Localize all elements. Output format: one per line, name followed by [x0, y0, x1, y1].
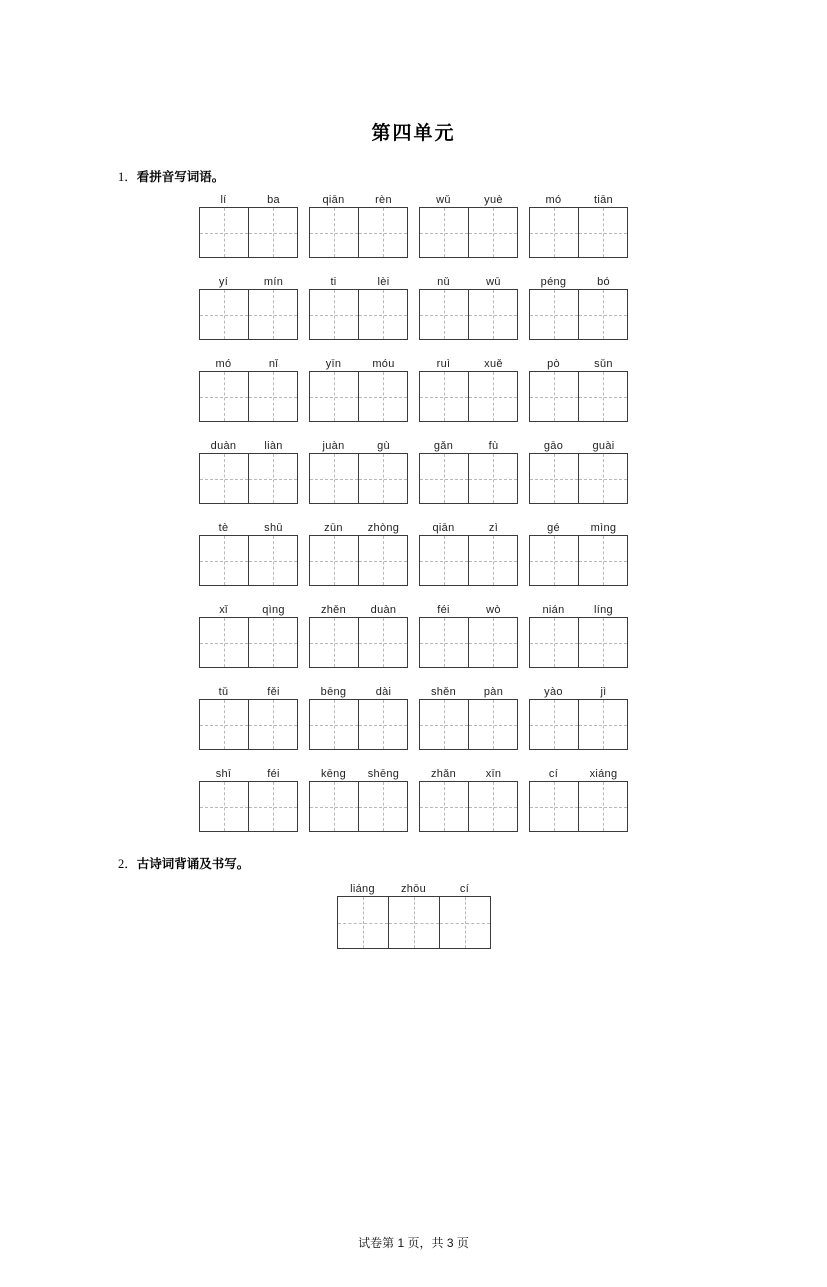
character-grid[interactable]	[199, 699, 298, 750]
character-grid[interactable]	[529, 453, 628, 504]
word-group	[419, 521, 519, 586]
pinyin-line	[529, 685, 629, 699]
pinyin-syllable: mìng	[590, 522, 617, 534]
character-cell[interactable]	[420, 208, 469, 257]
character-grid[interactable]	[199, 371, 298, 422]
pinyin-syllable: xiáng	[589, 768, 618, 780]
page-footer: 试卷第 1 页，共 3 页	[358, 1236, 469, 1250]
character-cell[interactable]	[249, 618, 298, 667]
character-cell[interactable]	[200, 782, 249, 831]
pinyin-line	[309, 685, 409, 699]
word-group	[199, 521, 299, 586]
grid-row	[96, 603, 731, 668]
character-grid[interactable]	[419, 535, 518, 586]
pinyin-line	[419, 521, 519, 535]
pinyin-syllable: gǎn	[433, 440, 454, 452]
pinyin-syllable: féi	[267, 768, 280, 780]
character-cell[interactable]	[530, 782, 579, 831]
pinyin-line	[309, 439, 409, 453]
character-cell[interactable]	[530, 618, 579, 667]
pinyin-syllable: yào	[544, 686, 563, 698]
character-cell[interactable]	[579, 290, 628, 339]
character-cell[interactable]	[530, 700, 579, 749]
pinyin-syllable: qìng	[262, 604, 285, 616]
question-1	[96, 167, 731, 185]
character-cell[interactable]	[249, 454, 298, 503]
pinyin-syllable: nǐ	[268, 358, 279, 370]
character-cell[interactable]	[420, 454, 469, 503]
character-cell[interactable]	[469, 536, 518, 585]
pinyin-syllable: zhěn	[320, 604, 347, 616]
word-group	[199, 603, 299, 668]
character-grid[interactable]	[309, 617, 408, 668]
character-grid[interactable]	[419, 617, 518, 668]
word-group	[529, 521, 629, 586]
pinyin-syllable: wò	[486, 604, 501, 616]
pinyin-syllable: wǔ	[436, 194, 451, 206]
character-cell[interactable]	[200, 290, 249, 339]
character-cell[interactable]	[420, 782, 469, 831]
character-cell[interactable]	[200, 618, 249, 667]
character-cell[interactable]	[359, 454, 408, 503]
pinyin-syllable: bó	[597, 276, 610, 288]
word-group	[309, 357, 409, 422]
grid-row	[96, 193, 731, 258]
character-cell[interactable]	[200, 700, 249, 749]
character-grid[interactable]	[199, 617, 298, 668]
character-grid[interactable]	[199, 535, 298, 586]
character-cell[interactable]	[200, 536, 249, 585]
character-cell[interactable]	[249, 290, 298, 339]
character-cell[interactable]	[338, 897, 389, 948]
character-grid[interactable]	[309, 371, 408, 422]
word-group	[199, 357, 299, 422]
word-group	[337, 882, 491, 949]
question-1-text: 看拼音写词语。	[136, 170, 225, 184]
character-grid[interactable]	[199, 781, 298, 832]
word-group	[529, 193, 629, 258]
word-group	[419, 193, 519, 258]
pinyin-line	[199, 767, 299, 781]
pinyin-line	[309, 603, 409, 617]
pinyin-line	[199, 521, 299, 535]
character-cell[interactable]	[530, 454, 579, 503]
word-group	[309, 275, 409, 340]
grid-row	[96, 439, 731, 504]
pinyin-line	[337, 882, 490, 896]
character-grid[interactable]	[529, 535, 628, 586]
pinyin-syllable: duàn	[370, 604, 397, 616]
word-group	[419, 357, 519, 422]
pinyin-syllable: fù	[488, 440, 499, 452]
pinyin-syllable: mín	[263, 276, 284, 288]
character-cell[interactable]	[200, 454, 249, 503]
character-cell[interactable]	[420, 536, 469, 585]
pinyin-syllable: gé	[547, 522, 560, 534]
character-grid[interactable]	[309, 207, 408, 258]
word-group	[529, 685, 629, 750]
pinyin-syllable: líng	[594, 604, 613, 616]
character-cell[interactable]	[389, 897, 440, 948]
pinyin-syllable: kēng	[320, 768, 347, 780]
character-cell[interactable]	[530, 536, 579, 585]
character-cell[interactable]	[579, 372, 628, 421]
word-group	[199, 193, 299, 258]
character-cell[interactable]	[310, 536, 359, 585]
pinyin-syllable: gù	[377, 440, 390, 452]
pinyin-syllable: zì	[488, 522, 499, 534]
character-grid[interactable]	[199, 289, 298, 340]
pinyin-syllable: xǐ	[219, 604, 228, 616]
pinyin-line	[309, 275, 409, 289]
word-group	[529, 439, 629, 504]
pinyin-syllable: jì	[600, 686, 607, 698]
pinyin-line	[199, 439, 299, 453]
character-grid[interactable]	[419, 371, 518, 422]
pinyin-line	[529, 603, 629, 617]
pinyin-syllable: zhòng	[367, 522, 400, 534]
pinyin-syllable: yuè	[484, 194, 503, 206]
character-cell[interactable]	[530, 290, 579, 339]
character-cell[interactable]	[310, 782, 359, 831]
word-group	[199, 439, 299, 504]
poem-grid-row	[96, 882, 731, 949]
pinyin-syllable: pò	[547, 358, 560, 370]
character-grid[interactable]	[309, 289, 408, 340]
character-cell[interactable]	[200, 372, 249, 421]
character-cell[interactable]	[359, 208, 408, 257]
word-group	[529, 357, 629, 422]
pinyin-syllable: péng	[540, 276, 567, 288]
grid-row	[96, 275, 731, 340]
character-grid[interactable]	[419, 453, 518, 504]
pinyin-syllable: sǔn	[594, 358, 613, 370]
question-1-number: 1．	[118, 170, 137, 184]
word-group	[419, 275, 519, 340]
character-cell[interactable]	[420, 290, 469, 339]
pinyin-syllable: féi	[437, 604, 450, 616]
pinyin-syllable: pàn	[483, 686, 504, 698]
character-cell[interactable]	[249, 208, 298, 257]
pinyin-syllable: duàn	[210, 440, 237, 452]
pinyin-line	[419, 357, 519, 371]
character-cell[interactable]	[579, 208, 628, 257]
pinyin-syllable: dài	[375, 686, 392, 698]
character-cell[interactable]	[359, 290, 408, 339]
word-group	[419, 685, 519, 750]
pinyin-line	[419, 603, 519, 617]
word-group	[529, 603, 629, 668]
pinyin-line	[529, 439, 629, 453]
character-cell[interactable]	[469, 782, 518, 831]
pinyin-syllable: nián	[542, 604, 565, 616]
pinyin-syllable: xuě	[484, 358, 503, 370]
character-cell[interactable]	[469, 454, 518, 503]
pinyin-line	[309, 521, 409, 535]
word-group	[309, 193, 409, 258]
character-cell[interactable]	[579, 700, 628, 749]
pinyin-syllable: liáng	[350, 883, 375, 895]
pinyin-syllable: gāo	[543, 440, 564, 452]
pinyin-syllable: shēng	[367, 768, 400, 780]
pinyin-syllable: qiān	[432, 522, 455, 534]
pinyin-syllable: zhōu	[400, 883, 427, 895]
question-2	[96, 854, 731, 872]
pinyin-syllable: ruì	[436, 358, 451, 370]
pinyin-syllable: juàn	[322, 440, 345, 452]
pinyin-syllable: tǔ	[218, 686, 229, 698]
page-title: 第四单元	[371, 123, 456, 144]
character-cell[interactable]	[249, 700, 298, 749]
character-cell[interactable]	[469, 700, 518, 749]
character-grid[interactable]	[419, 699, 518, 750]
pinyin-syllable: lèi	[377, 276, 390, 288]
character-grid[interactable]	[309, 781, 408, 832]
character-cell[interactable]	[440, 897, 491, 948]
pinyin-syllable: bēng	[320, 686, 347, 698]
pinyin-syllable: yí	[218, 276, 229, 288]
character-cell[interactable]	[249, 782, 298, 831]
pinyin-line	[529, 767, 629, 781]
grid-row	[96, 685, 731, 750]
character-cell[interactable]	[310, 290, 359, 339]
pinyin-syllable: wū	[486, 276, 501, 288]
character-cell[interactable]	[359, 618, 408, 667]
character-cell[interactable]	[579, 618, 628, 667]
character-cell[interactable]	[469, 290, 518, 339]
pinyin-syllable: qiān	[322, 194, 345, 206]
character-cell[interactable]	[469, 208, 518, 257]
pinyin-syllable: shū	[264, 522, 283, 534]
word-group	[309, 767, 409, 832]
pinyin-syllable: shěn	[430, 686, 457, 698]
pinyin-syllable: tè	[218, 522, 229, 534]
character-grid[interactable]	[309, 699, 408, 750]
pinyin-line	[309, 357, 409, 371]
pinyin-line	[309, 193, 409, 207]
question-2-number: 2．	[118, 857, 137, 871]
pinyin-syllable: cí	[548, 768, 559, 780]
character-cell[interactable]	[359, 372, 408, 421]
character-cell[interactable]	[420, 700, 469, 749]
pinyin-syllable: ti	[330, 276, 337, 288]
character-cell[interactable]	[310, 700, 359, 749]
character-cell[interactable]	[420, 372, 469, 421]
word-group	[419, 767, 519, 832]
pinyin-line	[419, 439, 519, 453]
question-2-text: 古诗词背诵及书写。	[136, 857, 250, 871]
pinyin-syllable: guài	[592, 440, 615, 452]
character-cell[interactable]	[249, 536, 298, 585]
character-grid[interactable]	[529, 289, 628, 340]
grid-row	[96, 767, 731, 832]
pinyin-syllable: yīn	[325, 358, 342, 370]
word-group	[419, 603, 519, 668]
pinyin-line	[199, 685, 299, 699]
pinyin-line	[199, 357, 299, 371]
character-grid[interactable]	[337, 896, 491, 949]
grid-row	[96, 357, 731, 422]
pinyin-line	[419, 767, 519, 781]
character-cell[interactable]	[359, 536, 408, 585]
word-group	[529, 275, 629, 340]
character-cell[interactable]	[310, 454, 359, 503]
character-grid[interactable]	[529, 781, 628, 832]
character-cell[interactable]	[469, 372, 518, 421]
word-group	[199, 685, 299, 750]
word-group	[309, 439, 409, 504]
word-group	[529, 767, 629, 832]
pinyin-syllable: lí	[220, 194, 227, 206]
character-cell[interactable]	[469, 618, 518, 667]
pinyin-line	[419, 193, 519, 207]
character-cell[interactable]	[359, 782, 408, 831]
pinyin-syllable: xīn	[485, 768, 502, 780]
pinyin-grid-rows	[96, 193, 731, 832]
pinyin-line	[199, 193, 299, 207]
pinyin-syllable: rèn	[375, 194, 392, 206]
character-cell[interactable]	[579, 782, 628, 831]
character-grid[interactable]	[419, 781, 518, 832]
character-cell[interactable]	[359, 700, 408, 749]
pinyin-line	[529, 357, 629, 371]
pinyin-syllable: zhǎn	[430, 768, 457, 780]
character-grid[interactable]	[529, 207, 628, 258]
character-grid[interactable]	[309, 535, 408, 586]
pinyin-syllable: zūn	[324, 522, 343, 534]
character-grid[interactable]	[199, 453, 298, 504]
pinyin-syllable: nǔ	[437, 276, 450, 288]
pinyin-syllable: cí	[459, 883, 470, 895]
word-group	[419, 439, 519, 504]
worksheet-page	[0, 118, 827, 1287]
word-group	[199, 767, 299, 832]
pinyin-line	[199, 275, 299, 289]
character-grid[interactable]	[419, 289, 518, 340]
character-cell[interactable]	[200, 208, 249, 257]
character-grid[interactable]	[529, 371, 628, 422]
pinyin-syllable: mó	[545, 194, 562, 206]
word-group	[309, 685, 409, 750]
character-cell[interactable]	[530, 208, 579, 257]
grid-row	[96, 521, 731, 586]
character-cell[interactable]	[579, 536, 628, 585]
character-grid[interactable]	[419, 207, 518, 258]
word-group	[309, 521, 409, 586]
pinyin-line	[419, 275, 519, 289]
pinyin-syllable: mó	[215, 358, 232, 370]
character-grid[interactable]	[199, 207, 298, 258]
pinyin-syllable: tiān	[594, 194, 613, 206]
word-group	[309, 603, 409, 668]
character-cell[interactable]	[530, 372, 579, 421]
character-cell[interactable]	[579, 454, 628, 503]
character-cell[interactable]	[249, 372, 298, 421]
character-grid[interactable]	[529, 617, 628, 668]
pinyin-line	[529, 521, 629, 535]
character-cell[interactable]	[420, 618, 469, 667]
pinyin-syllable: shī	[215, 768, 232, 780]
pinyin-line	[529, 275, 629, 289]
pinyin-syllable: ba	[267, 194, 280, 206]
pinyin-line	[199, 603, 299, 617]
pinyin-line	[309, 767, 409, 781]
pinyin-syllable: móu	[372, 358, 395, 370]
pinyin-syllable: liàn	[264, 440, 283, 452]
character-cell[interactable]	[310, 208, 359, 257]
pinyin-line	[419, 685, 519, 699]
character-cell[interactable]	[310, 372, 359, 421]
pinyin-line	[529, 193, 629, 207]
character-cell[interactable]	[310, 618, 359, 667]
word-group	[199, 275, 299, 340]
character-grid[interactable]	[529, 699, 628, 750]
pinyin-syllable: fěi	[267, 686, 280, 698]
character-grid[interactable]	[309, 453, 408, 504]
